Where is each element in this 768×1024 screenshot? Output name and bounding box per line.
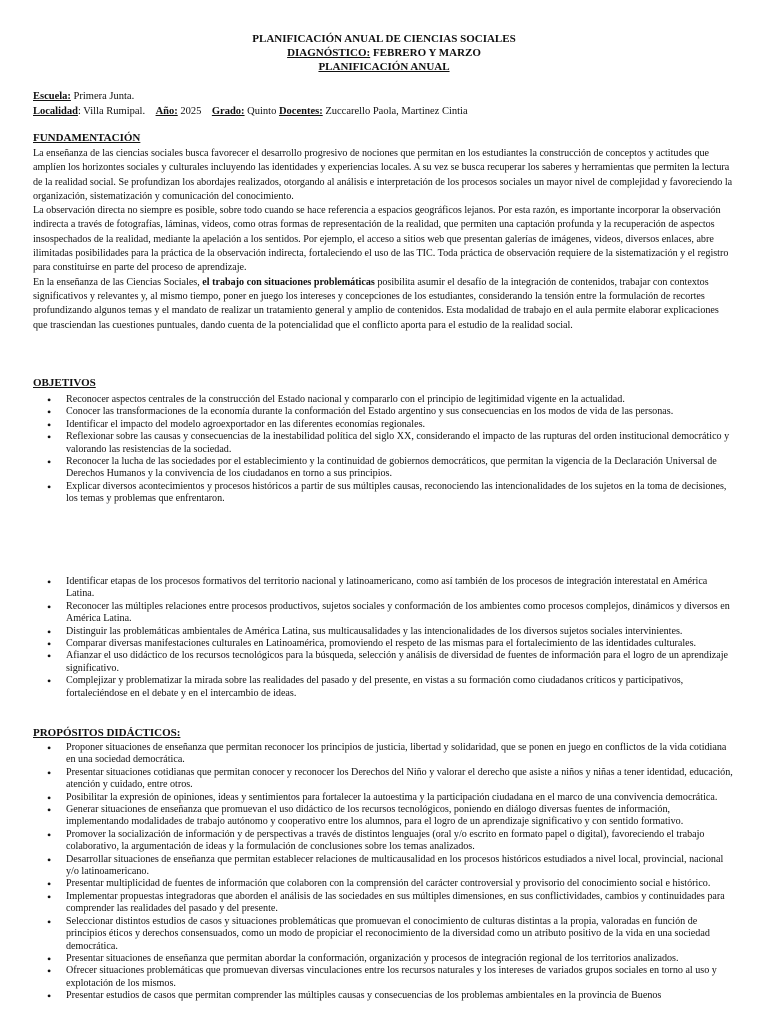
fundamentacion-title: FUNDAMENTACIÓN: [33, 132, 141, 144]
proposito-item: • Desarrollar situaciones de enseñanza que permitan establecer relaciones de multicausalidad en los procesos históricos estudiados a nivel local, provincial, nacional y/o latinoamericano.: [33, 854, 735, 879]
proposito-item: • Generar situaciones de enseñanza que promuevan el uso didáctico de los recursos tecnológicos, poniendo en diálogo diversas fuentes de información, implementando modalidades de trabajo autónomo y cooperativo entre los alumnos, para el logro de un aprendizaje significativo y con sentido formativo.: [33, 804, 735, 829]
objetivo-item: • Distinguir las problemáticas ambientales de América Latina, sus multicausalidades y las intencionalidades de los diversos sujetos sociales intervinientes.: [33, 626, 735, 638]
objetivo-item: • Comparar diversas manifestaciones culturales en Latinoamérica, promoviendo el respeto de las mismas para el fortalecimiento de las identidades culturales.: [33, 638, 735, 650]
proposito-item: • Seleccionar distintos estudios de casos y situaciones problemáticas que promuevan el conocimiento de culturas distintas a la propia, valoradas en función de principios éticos y derechos consensuados, como un modo de propiciar el reconocimiento de la diversidad como un atributo positivo de la vida en una sociedad democrática.: [33, 916, 735, 953]
proposito-item: • Presentar situaciones de enseñanza que permitan abordar la conformación, organización y procesos de integración regional de los territorios analizados.: [33, 953, 735, 965]
objetivos-list-1: [33, 394, 735, 506]
proposito-item: • Implementar propuestas integradoras que aborden el análisis de las sociedades en sus múltiples dimensiones, en sus conflictividades, cambios y continuidades para comprender las realidades del pasado y del presente.: [33, 891, 735, 916]
grade-value: Quinto: [244, 106, 277, 117]
objetivo-item: • Identificar el impacto del modelo agroexportador en las diferentes economías regionales.: [33, 419, 735, 431]
fundamentacion-paragraph-3: [33, 276, 733, 333]
objetivo-item: • Explicar diversos acontecimientos y procesos históricos a partir de sus múltiples causas, reconociendo las intencionalidades de los sujetos en la toma de decisiones, los temas y problemas que enfrentaron.: [33, 481, 735, 506]
paragraph-3-start: En la enseñanza de las Ciencias Sociales,: [33, 276, 203, 288]
objetivo-item: • Reconocer la lucha de las sociedades por el establecimiento y la continuidad de gobiernos democráticos, que permitan la vigencia de la Declaración Universal de Derechos Humanos y la convivencia de los ciudadanos en torno a sus principios.: [33, 456, 735, 481]
fundamentacion-paragraph-2: La observación directa no siempre es posible, sobre todo cuando se hace referencia a espacios geográficos lejanos. Por esta razón, es importante incorporar la observación indirecta a través de fotografías, láminas, videos, como otras formas de representación de la realidad, que permiten una captación profunda y la recuperación de aspectos insospechados de la realidad, mediante la apelación a los sentidos. Por ejemplo, el acceso a sitios web que presentan galerías de imágenes, videos, diversos enlaces, abre ilimitadas posibilidades para la práctica de la observación indirecta, fortaleciendo el uso de las TIC. Toda práctica de observación requiere de la sistematización y el registro para constituirse en parte del proceso de aprendizaje.: [33, 205, 729, 274]
objetivo-item: • Conocer las transformaciones de la economía durante la conformación del Estado argentino y sus consecuencias en los modos de vida de las personas.: [33, 406, 735, 418]
paragraph-3-end: posibilita asumir el desafío de la integración de contenidos, trabajar con contextos significativos y relevantes y, al mismo tiempo, poner en juego los intereses y concepciones de los estudiantes, considerando la tensión entre la formulación de recortes profundizando algunos temas y el mandato de realizar un tratamiento general y amplio de contenidos. Esta modalidad de trabajo en el aula permite elaborar explicaciones que trasciendan las cuestiones puntuales, dando cuenta de la potencialidad que el conflicto aporta para el estudio de la realidad social.: [33, 276, 719, 331]
locality-label: Localidad: [33, 106, 78, 117]
objetivos-list-2: [33, 576, 735, 700]
objetivo-item: • Complejizar y problematizar la mirada sobre las realidades del pasado y del presente, en vistas a su formación como ciudadanos críticos y participativos, fortaleciéndose en el debate y en el intercambio de ideas.: [33, 675, 735, 700]
proposito-item: • Posibilitar la expresión de opiniones, ideas y sentimientos para fortalecer la autoestima y la participación ciudadana en el marco de una convivencia democrática.: [33, 792, 735, 804]
objetivo-item: • Reconocer aspectos centrales de la construcción del Estado nacional y compararlo con el principio de legitimidad vigente en la actualidad.: [33, 394, 735, 406]
proposito-item: • Presentar multiplicidad de fuentes de información que colaboren con la comprensión del carácter controversial y provisorio del conocimiento social e histórico.: [33, 878, 735, 890]
objetivo-item: • Reconocer las múltiples relaciones entre procesos productivos, sujetos sociales y conformación de los ambientes como procesos complejos, dinámicos y diversos en América Latina.: [33, 601, 735, 626]
proposito-item: • Ofrecer situaciones problemáticas que promuevan diversas vinculaciones entre los recursos naturales y los intereses de variados grupos sociales en torno al uso y explotación de los mismos.: [33, 965, 735, 990]
objetivo-item: • Reflexionar sobre las causas y consecuencias de la inestabilidad política del siglo XX, considerando el impacto de las rupturas del orden institucional democrático y valorando las resistencias de la sociedad.: [33, 431, 735, 456]
document-subtitle: PLANIFICACIÓN ANUAL: [318, 61, 450, 73]
fundamentacion-body: [33, 147, 733, 333]
fundamentacion-paragraph-1: La enseñanza de las ciencias sociales busca favorecer el desarrollo progresivo de nociones que permitan en los estudiantes la construcción de conceptos y actitudes que amplíen los horizontes sociales y culturales incluyendo las identidades y experiencias locales. A su vez se busca recuperar los saberes y herramientas que permiten la lectura de la realidad social. Se profundizan los abordajes realizados, otorgando al análisis e interpretación de los procesos sociales un mayor nivel de complejidad y favoreciendo la organización, sistematización y comunicación del conocimiento.: [33, 148, 733, 202]
objetivo-item: • Afianzar el uso didáctico de los recursos tecnológicos para la búsqueda, selección y análisis de diversidad de fuentes de información para el logro de un aprendizaje significativo.: [33, 650, 735, 675]
year-value: 2025: [177, 106, 202, 117]
propositos-title: PROPÓSITOS DIDÁCTICOS:: [33, 727, 181, 739]
document-title: PLANIFICACIÓN ANUAL DE CIENCIAS SOCIALES: [252, 33, 516, 45]
proposito-item: • Presentar estudios de casos que permitan comprender las múltiples causas y consecuencias de los problemas ambientales en la provincia de Buenos: [33, 990, 735, 1002]
proposito-item: • Promover la socialización de información y de perspectivas a través de distintos lenguajes (oral y/o escrito en formato papel o digital), favoreciendo el trabajo colaborativo, la argumentación de ideas y la formulación de conclusiones sobre los temas analizados.: [33, 829, 735, 854]
locality-value: : Villa Rumipal.: [77, 106, 146, 117]
objetivos-title: OBJETIVOS: [33, 377, 96, 389]
objetivo-item: • Identificar etapas de los procesos formativos del territorio nacional y latinoamericano, como así también de los procesos de integración interestatal en América Latina.: [33, 576, 735, 601]
teachers-label: Docentes:: [278, 106, 323, 117]
proposito-item: • Proponer situaciones de enseñanza que permitan reconocer los principios de justicia, libertad y solidaridad, que se ponen en juego en conflictos de la vida cotidiana en una sociedad democrática.: [33, 742, 735, 767]
school-value: Primera Junta.: [70, 91, 135, 102]
paragraph-3-emphasis: el trabajo con situaciones problemáticas: [202, 276, 375, 288]
diagnostico-line: [0, 46, 768, 60]
school-line: [33, 90, 134, 104]
grade-label: Grado:: [211, 106, 245, 117]
propositos-list: [33, 742, 735, 1003]
diagnostico-label: DIAGNÓSTICO:: [287, 47, 371, 59]
proposito-item: • Presentar situaciones cotidianas que permitan conocer y reconocer los Derechos del Niño y valorar el derecho que asiste a niños y niñas a tener identidad, educación, atención y cuidado, entre otros.: [33, 767, 735, 792]
school-label: Escuela:: [33, 91, 71, 102]
diagnostico-months: FEBRERO Y MARZO: [370, 47, 481, 59]
year-label: Año:: [155, 106, 178, 117]
document-header: [0, 32, 768, 74]
details-line: [33, 105, 468, 119]
teachers-value: Zuccarello Paola, Martinez Cintia: [322, 106, 468, 117]
